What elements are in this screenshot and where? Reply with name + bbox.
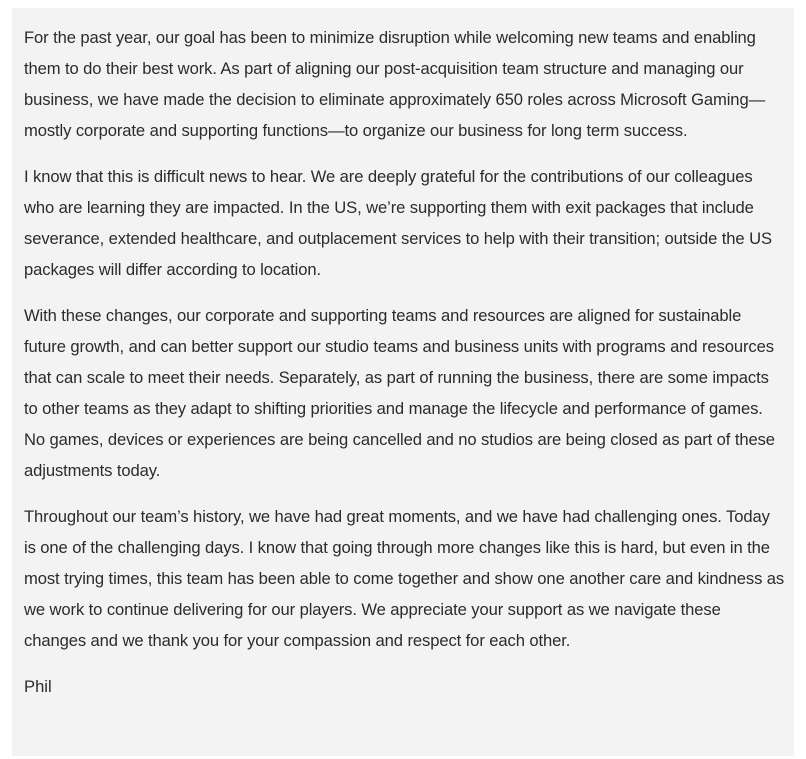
paragraph-2: I know that this is difficult news to hear. We are deeply grateful for the contributions of our colleagues who are learning they are impacted. In the US, we’re supporting them with exit packages that include severance, extended healthcare, and outplacement services to help with their transition; outside the US packages will differ according to location.	[24, 167, 772, 279]
signature: Phil	[24, 677, 52, 696]
paragraph-4: Throughout our team’s history, we have had great moments, and we have had challenging ones. Today is one of the challenging days. I know that going through more changes like this is hard, but even in the most trying times, this team has been able to come together and show one another care and kindness as we work to continue delivering for our players. We appreciate your support as we navigate these changes and we thank you for your compassion and respect for each other.	[24, 507, 785, 650]
paragraph-3: With these changes, our corporate and supporting teams and resources are aligned for sustainable future growth, and can better support our studio teams and business units with programs and resources that can scale to meet their needs. Separately, as part of running the business, there are some impacts to other teams as they adapt to shifting priorities and manage the lifecycle and performance of games. No games, devices or experiences are being cancelled and no studios are being closed as part of these adjustments today.	[24, 306, 775, 480]
paragraph-1: For the past year, our goal has been to minimize disruption while welcoming new teams and enabling them to do their best work. As part of aligning our post-acquisition team structure and managing our business, we have made the decision to eliminate approximately 650 roles across Microsoft Gaming—mostly corporate and supporting functions—to organize our business for long term success.	[24, 28, 766, 140]
letter-panel	[12, 8, 794, 756]
